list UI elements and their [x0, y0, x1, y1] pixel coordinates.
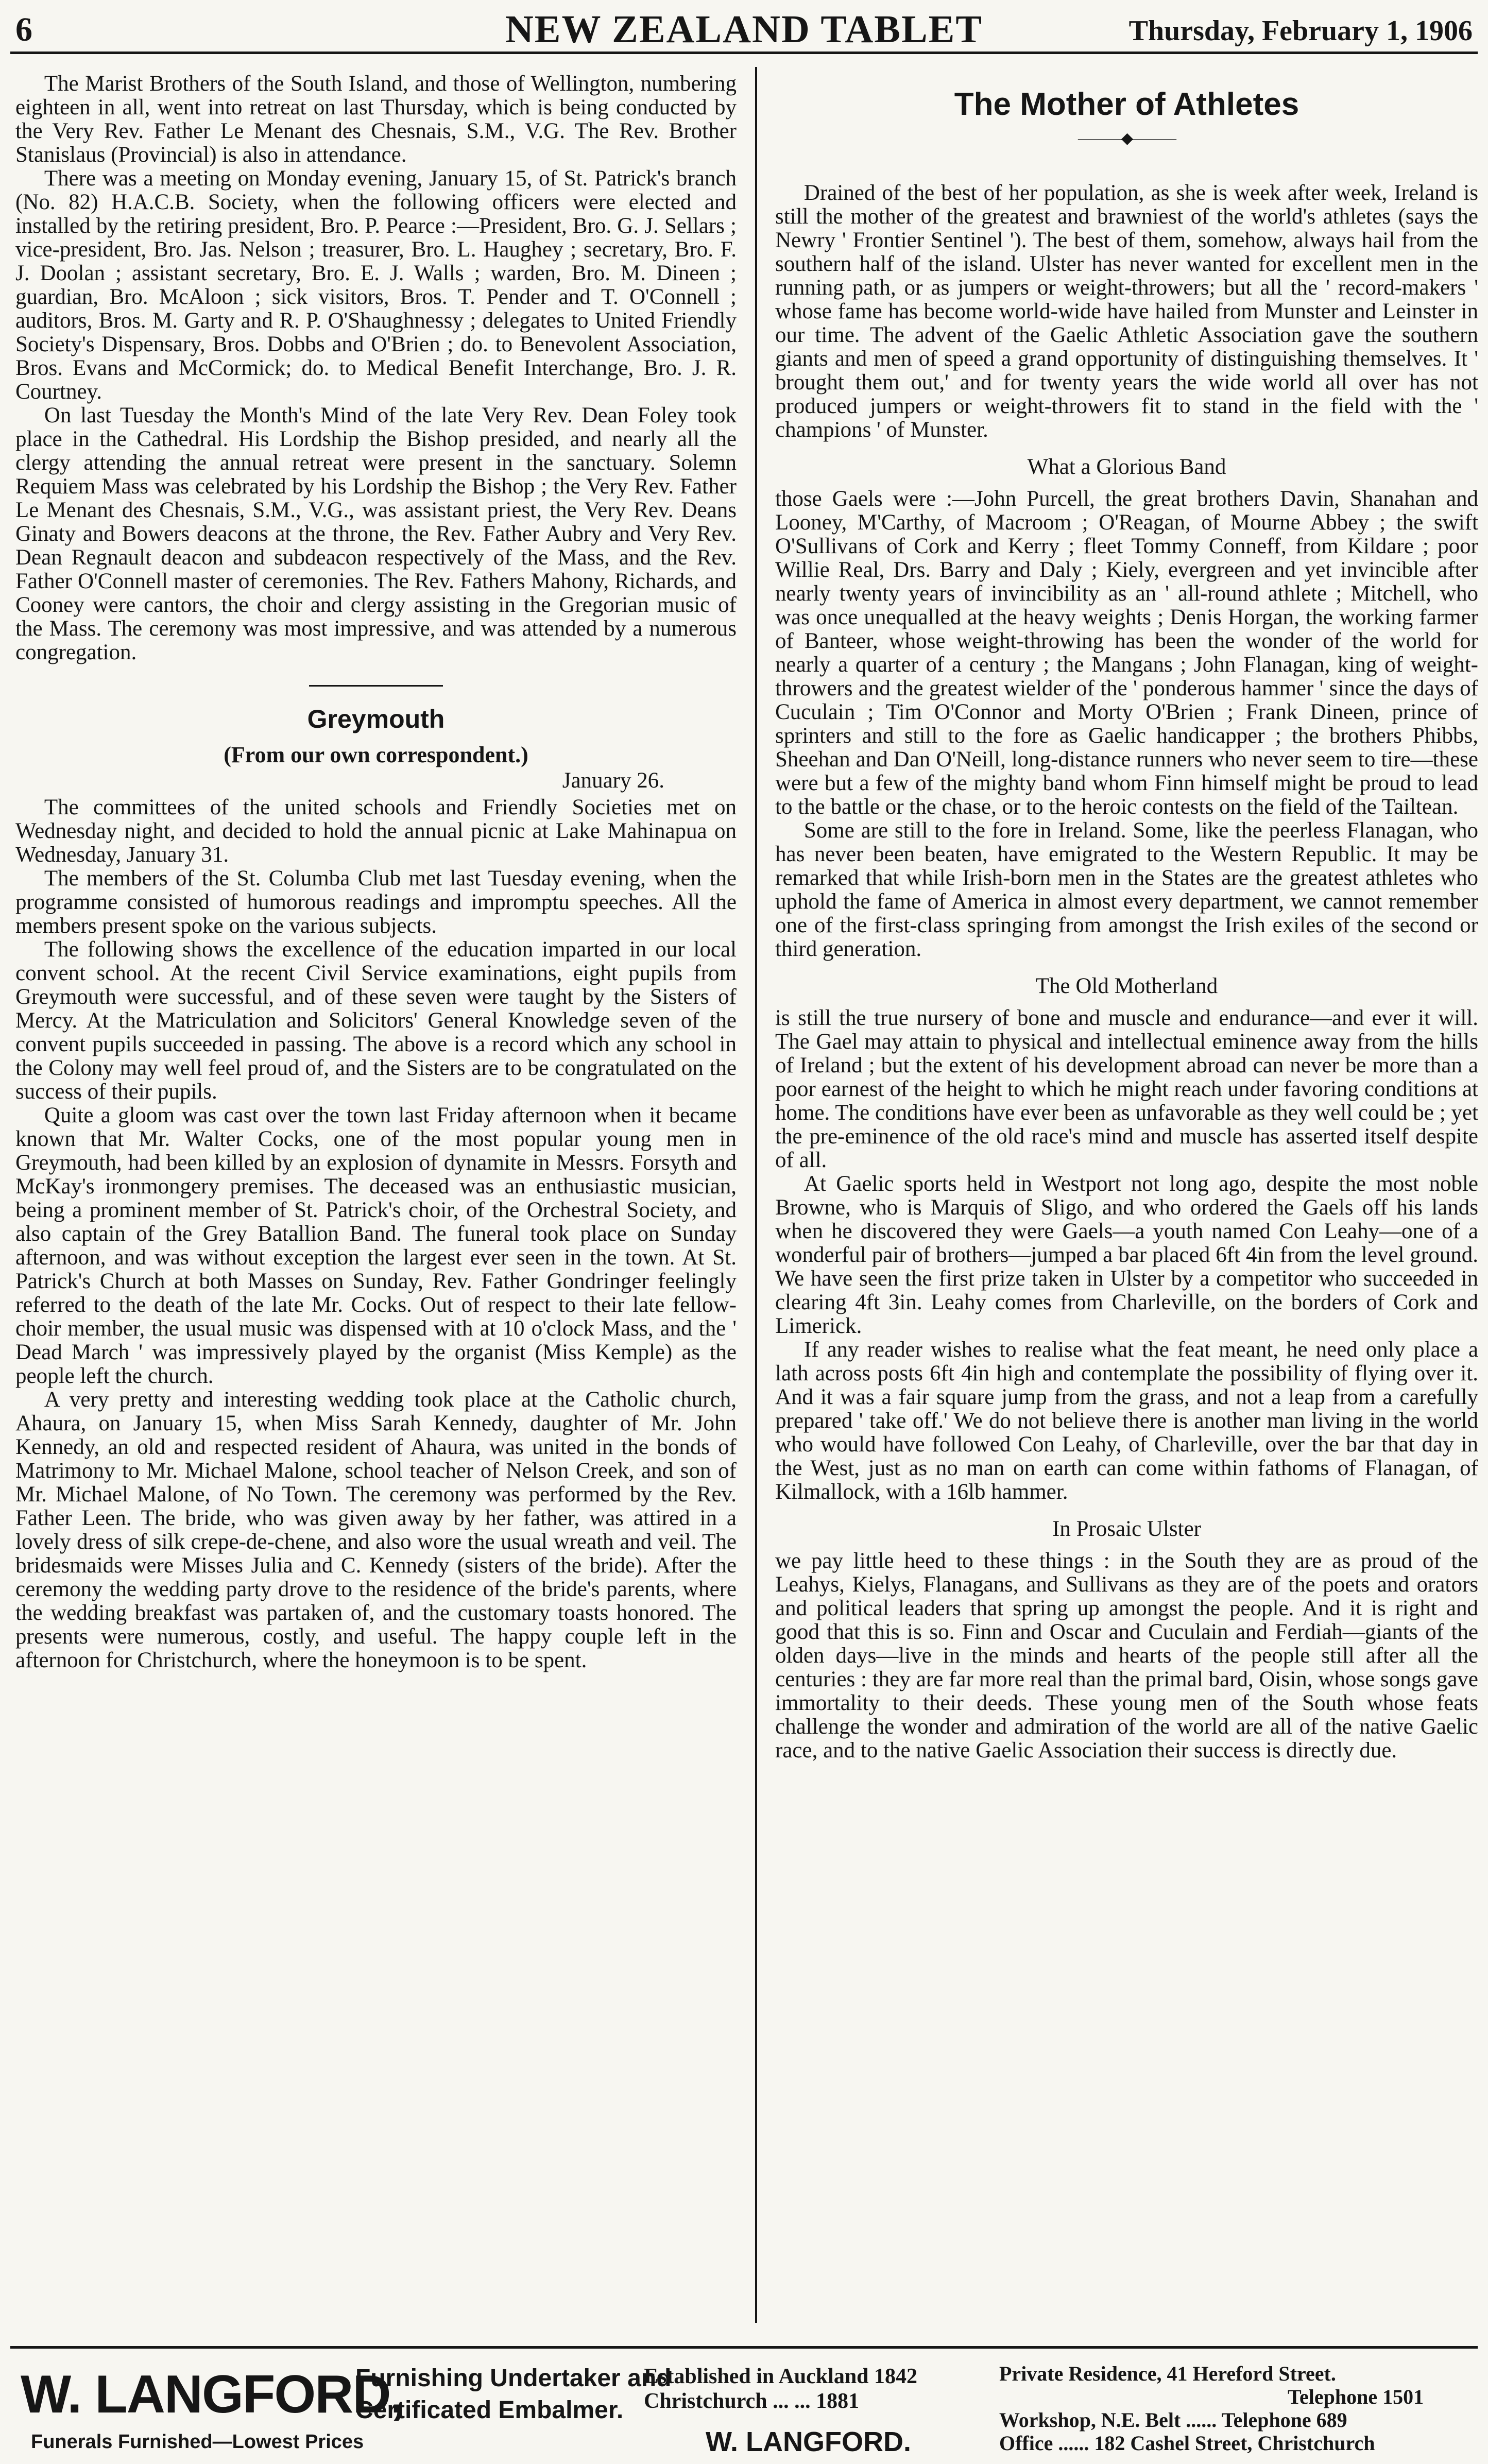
paragraph-still-to-fore: Some are still to the fore in Ireland. Some, like the peerless Flanagan, who has never been beaten, have emigrated to the Western Republic. It may be remarked that while Irish-born men in the States are the greatest athletes who uphold the fame of America in almost every department, we cannot remember one of the first-class springing from amongst the Irish exiles of the second or third generation. [775, 818, 1478, 961]
subhead-old-motherland: The Old Motherland [1035, 974, 1218, 998]
section-title-greymouth: Greymouth [307, 705, 445, 733]
section-divider [309, 685, 443, 687]
page-number: 6 [15, 11, 32, 48]
subhead-glorious-band: What a Glorious Band [1027, 455, 1226, 479]
column-divider [755, 67, 757, 2323]
paragraph-columba-club: The members of the St. Columba Club met last Tuesday evening, when the programme consisted of humorous readings and impromptu speeches. All the members present spoke on the various subjects. [15, 866, 737, 938]
residence-telephone: Telephone 1501 [1288, 2385, 1424, 2408]
workshop-address: Workshop, N.E. Belt ...... Telephone 689 [999, 2408, 1347, 2432]
paragraph-feat-meant: If any reader wishes to realise what the feat meant, he need only place a lath across posts 6ft 4in high and contemplate the possibility of flying over it. And it was a fair square jump from the grass, and not a leap from a carefully prepared ' take off.' We do not believe there is another man living in the world who would have followed Con Leahy, of Charleville, over the bar that day in the West, just as no man on earth can come within fathoms of Flanagan, of Kilmallock, with a 16lb hammer. [775, 1338, 1478, 1504]
paragraph-intro: Drained of the best of her population, as she is week after week, Ireland is still the mother of the greatest and brawniest of the world's athletes (says the Newry ' Frontier Sentinel '). The best of them, somehow, always hail from the southern half of the island. Ulster has never wanted for excellent men in the running path, or as jumpers or weight-throwers; but all the ' record-makers ' whose fame has become world-wide have hailed from Munster and Leinster in our time. The advent of the Gaelic Athletic Association gave the southern giants and men of speed a grand opportunity of distinguishing themselves. It ' brought them out,' and for twenty years the wide world all over has not produced jumpers or weight-throwers fit to stand in the field with the ' champions ' of Munster. [775, 181, 1478, 442]
masthead-title: NEW ZEALAND TABLET [505, 8, 983, 51]
office-address: Office ...... 182 Cashel Street, Christchurch [999, 2432, 1375, 2455]
advertiser-signature: W. LANGFORD. [706, 2426, 911, 2457]
advertiser-tagline-1: Furnishing Undertaker and [355, 2365, 672, 2392]
title-ornament: ———◆——— [1077, 130, 1176, 147]
paragraph-marist-retreat: The Marist Brothers of the South Island, and those of Wellington, numbering eighteen in all, went into retreat on last Thursday, which is being conducted by the Very Rev. Father Le Menant des Chesnais, S.M., V.G. The Rev. Brother Stanislaus (Provincial) is also in attendance. [15, 72, 737, 167]
advertisement-footer [10, 2346, 1478, 2462]
paragraph-westport: At Gaelic sports held in Westport not long ago, despite the most noble Browne, who is Marquis of Sligo, and who ordered the Gaels off his lands when he discovered they were Gaels—a youth named Con Leahy—one of a wonderful pair of brothers—jumped a bar placed 6ft 4in from the level ground. We have seen the first prize taken in Ulster by a competitor who succeeded in clearing 4ft 3in. Leahy comes from Charleville, on the borders of Cork and Limerick. [775, 1172, 1478, 1338]
article-title: The Mother of Athletes [954, 87, 1299, 122]
left-column [15, 72, 737, 2318]
paragraph-ulster: we pay little heed to these things : in the South they are as proud of the Leahys, Kielys, Flanagans, and Sullivans as they are of the poets and orators and political leaders that spring up amongst the people. And it is right and good that this is so. Finn and Oscar and Cuculain and Ferdiah—giants of the olden days—live in the minds and hearts of the people still after all the centuries : they are far more real than the primal bard, Oisin, whose songs gave immortality to their deeds. These young men of the South whose feats challenge the wonder and admiration of the world are all of the native Gaelic race, and to the native Gaelic Association their success is directly due. [775, 1549, 1478, 1763]
paragraph-nursery: is still the true nursery of bone and muscle and endurance—and ever it will. The Gael may attain to physical and intellectual eminence away from the hills of Ireland ; but the extent of his development abroad can never be more than a poor earnest of the height to which he might reach under favoring conditions at home. The conditions have ever been as unfavorable as they well could be ; yet the pre-eminence of the old race's mind and muscle has asserted itself despite of all. [775, 1006, 1478, 1172]
paragraph-wedding: A very pretty and interesting wedding took place at the Catholic church, Ahaura, on January 15, when Miss Sarah Kennedy, daughter of Mr. John Kennedy, an old and respected resident of Ahaura, was united in the bonds of Matrimony to Mr. Michael Malone, school teacher of Nelson Creek, and son of Mr. Michael Malone, of No Town. The ceremony was performed by the Rev. Father Leen. The bride, who was given away by her father, was attired in a lovely dress of silk crepe-de-chene, and also wore the usual wreath and veil. The bridesmaids were Misses Julia and C. Kennedy (sisters of the bride). After the ceremony the wedding party drove to the residence of the bride's parents, where the wedding breakfast was partaken of, and the customary toasts honored. The presents were numerous, costly, and useful. The happy couple left in the afternoon for Christchurch, where the honeymoon is to be spent. [15, 1388, 737, 1672]
advertiser-funerals: Funerals Furnished—Lowest Prices [31, 2431, 364, 2453]
subhead-prosaic-ulster: In Prosaic Ulster [1052, 1517, 1201, 1541]
private-residence: Private Residence, 41 Hereford Street. [999, 2362, 1336, 2385]
paragraph-picnic: The committees of the united schools and Friendly Societies met on Wednesday night, and decided to hold the annual picnic at Lake Mahinapua on Wednesday, January 31. [15, 795, 737, 867]
right-column [775, 72, 1478, 2318]
established-christchurch: Christchurch ... ... 1881 [644, 2389, 860, 2413]
advertiser-name: W. LANGFORD, [21, 2365, 404, 2424]
issue-date: Thursday, February 1, 1906 [1128, 15, 1473, 47]
paragraph-months-mind: On last Tuesday the Month's Mind of the late Very Rev. Dean Foley took place in the Cathedral. His Lordship the Bishop presided, and nearly all the clergy attending the annual retreat were present in the sanctuary. Solemn Requiem Mass was celebrated by his Lordship the Bishop ; the Very Rev. Father Le Menant des Chesnais, S.M., V.G., was assistant priest, the Very Rev. Deans Ginaty and Bowers deacons at the throne, the Rev. Father Aubry and Very Rev. Dean Regnault deacon and subdeacon respectively of the Mass, and the Rev. Father O'Connell master of ceremonies. The Rev. Fathers Mahony, Richards, and Cooney were cantors, the choir and clergy assisting in the Gregorian music of the Mass. The ceremony was most impressive, and was attended by a numerous congregation. [15, 403, 737, 664]
dateline: January 26. [562, 768, 664, 793]
established-auckland: Established in Auckland 1842 [644, 2365, 918, 2388]
paragraph-walter-cocks: Quite a gloom was cast over the town last Friday afternoon when it became known that Mr. Walter Cocks, one of the most popular young men in Greymouth, had been killed by an explosion of dynamite in Messrs. Forsyth and McKay's ironmongery premises. The deceased was an enthusiastic musician, being a prominent member of St. Patrick's choir, of the Orchestral Society, and also captain of the Grey Batallion Band. The funeral took place on Sunday afternoon, and was without exception the largest ever seen in the town. At St. Patrick's Church at both Masses on Sunday, Rev. Father Gondringer feelingly referred to the death of the late Mr. Cocks. Out of respect to their late fellow-choir member, the usual music was dispensed with at 10 o'clock Mass, and the ' Dead March ' was impressively played by the organist (Miss Kemple) as the people left the church. [15, 1103, 737, 1388]
paragraph-convent-school: The following shows the excellence of the education imparted in our local convent school. At the recent Civil Service examinations, eight pupils from Greymouth were successful, and of these seven were taught by the Sisters of Mercy. At the Matriculation and Solicitors' General Knowledge seven of the convent pupils succeeded in passing. The above is a record which any school in the Colony may well feel proud of, and the Sisters are to be congratulated on the success of their pupils. [15, 937, 737, 1104]
paragraph-hacb-meeting: There was a meeting on Monday evening, January 15, of St. Patrick's branch (No. 82) H.A.C.B. Society, when the following officers were elected and installed by the retiring president, Bro. P. Pearce :—President, Bro. G. J. Sellars ; vice-president, Bro. Jas. Nelson ; treasurer, Bro. L. Haughey ; secretary, Bro. F. J. Doolan ; assistant secretary, Bro. E. J. Walls ; warden, Bro. M. Dineen ; guardian, Bro. McAloon ; sick visitors, Bros. T. Pender and T. O'Connell ; auditors, Bros. M. Garty and R. P. O'Shaughnessy ; delegates to United Friendly Society's Dispensary, Bros. Dobbs and O'Brien ; do. to Benevolent Association, Bros. Evans and McCormick; do. to Medical Benefit Interchange, Bro. J. R. Courtney. [15, 166, 737, 404]
advertiser-tagline-2: Certificated Embalmer. [355, 2397, 624, 2424]
page-header [10, 5, 1478, 54]
correspondent-line: (From our own correspondent.) [224, 742, 528, 767]
paragraph-gaels-list: those Gaels were :—John Purcell, the great brothers Davin, Shanahan and Looney, M'Carthy, of Macroom ; O'Reagan, of Mourne Abbey ; the swift O'Sullivans of Cork and Kerry ; fleet Tommy Conneff, from Kildare ; poor Willie Real, Drs. Barry and Daly ; Kiely, evergreen and yet invincible after nearly twenty years of invincibility as an ' all-round athlete ; Mitchell, who was once unequalled at the heavy weights ; Denis Horgan, the working farmer of Banteer, whose weight-throwing has been the wonder of the world for nearly a quarter of a century ; the Mangans ; John Flanagan, king of weight-throwers and the greatest wielder of the ' ponderous hammer ' since the days of Cuculain ; Tim O'Connor and Morty O'Brien ; Frank Dineen, prince of sprinters and still to the fore as Gaelic handicapper ; the brothers Phibbs, Sheehan and Dan O'Neill, long-distance runners who never seem to tire—these were but a few of the mighty band whom Finn himself might be proud to lead to the battle or the chase, or to the heroic contests on the field of the Tailtean. [775, 487, 1478, 819]
